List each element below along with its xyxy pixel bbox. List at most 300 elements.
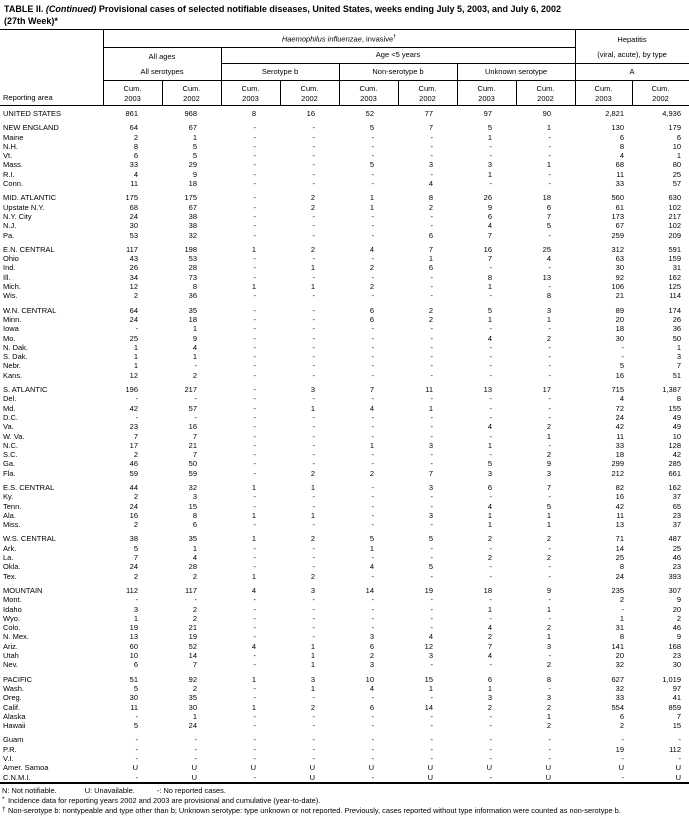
table-row: [0, 432, 689, 441]
value-cell: 14: [615, 543, 625, 553]
value-cell: 3: [676, 352, 682, 362]
value-cell: -: [371, 482, 374, 492]
value-cell: -: [253, 754, 256, 763]
value-cell: -: [135, 772, 138, 782]
value-cell: -: [489, 772, 492, 782]
value-cell: 7: [369, 385, 374, 395]
table-row: [0, 118, 689, 132]
value-cell: -: [371, 431, 374, 441]
reporting-area-cell: Utah: [3, 651, 19, 661]
reporting-area-header: Reporting area: [0, 30, 103, 106]
reporting-area-cell: Tenn.: [3, 501, 22, 511]
value-cell: 1: [310, 263, 315, 273]
value-cell: 31: [615, 623, 625, 633]
value-cell: 8: [546, 291, 552, 301]
value-cell: 1: [251, 282, 256, 292]
value-cell: -: [430, 169, 433, 179]
table-section: [0, 380, 689, 478]
value-cell: 42: [672, 450, 682, 460]
value-cell: 25: [542, 244, 552, 254]
value-cell: 307: [668, 585, 682, 595]
value-cell: 3: [310, 585, 315, 595]
value-cell: -: [253, 744, 256, 754]
value-cell: 19: [129, 623, 138, 633]
value-cell: -: [312, 230, 315, 240]
value-cell: 16: [306, 109, 315, 118]
value-cell: 4: [369, 244, 374, 254]
value-cell: -: [430, 342, 433, 352]
value-cell: -: [489, 179, 492, 189]
table-row: [0, 623, 689, 632]
value-cell: U: [250, 763, 256, 773]
value-cell: -: [253, 422, 256, 432]
value-cell: 2: [369, 651, 374, 661]
value-cell: -: [371, 394, 374, 404]
reporting-area-cell: Miss.: [3, 520, 21, 530]
value-cell: -: [312, 431, 315, 441]
value-cell: 32: [188, 230, 197, 240]
value-cell: -: [430, 711, 433, 721]
value-cell: -: [194, 394, 197, 404]
value-cell: -: [430, 352, 433, 362]
value-cell: -: [312, 613, 315, 623]
value-cell: 67: [188, 202, 197, 212]
value-cell: -: [253, 431, 256, 441]
value-cell: -: [621, 735, 625, 745]
value-cell: 2: [192, 604, 197, 614]
reporting-area-cell: W.N. CENTRAL: [3, 305, 57, 315]
value-cell: -: [430, 141, 433, 151]
value-cell: -: [430, 543, 433, 553]
value-cell: 28: [188, 263, 197, 273]
value-cell: 5: [133, 683, 138, 693]
value-cell: -: [312, 459, 315, 469]
value-cell: -: [371, 151, 374, 161]
value-cell: 173: [611, 211, 625, 221]
table-row: [0, 660, 689, 669]
table-section: [0, 670, 689, 731]
value-cell: -: [430, 132, 433, 142]
table-row: [0, 254, 689, 263]
value-cell: U: [427, 763, 433, 773]
value-cell: -: [430, 623, 433, 633]
table-row: [0, 352, 689, 361]
reporting-area-cell: Mo.: [3, 333, 16, 343]
value-cell: 46: [672, 553, 682, 563]
table-row: [0, 291, 689, 300]
value-cell: 235: [611, 585, 625, 595]
value-cell: -: [678, 754, 682, 763]
value-cell: 30: [672, 660, 682, 670]
table-row: [0, 203, 689, 212]
table-row: [0, 492, 689, 501]
value-cell: 63: [615, 254, 625, 264]
value-cell: -: [371, 169, 374, 179]
footnote-dagger: † Non-serotype b: nontypeable and type other than b; Unknown serotype: type unknown or not reported. Previously, cases reported without type information were counted as non-serotype b.: [2, 806, 621, 816]
value-cell: -: [489, 324, 492, 334]
value-cell: 23: [129, 422, 138, 432]
reporting-area-cell: S. ATLANTIC: [3, 385, 48, 395]
value-cell: 46: [129, 459, 138, 469]
value-cell: 7: [546, 482, 552, 492]
value-cell: 11: [616, 431, 625, 441]
value-cell: -: [253, 412, 256, 422]
value-cell: -: [312, 735, 315, 745]
table-row: [0, 394, 689, 403]
value-cell: -: [371, 221, 374, 231]
value-cell: 3: [310, 385, 315, 395]
value-cell: 8: [251, 109, 256, 118]
table-row: [0, 133, 689, 142]
value-cell: 155: [668, 403, 682, 413]
value-cell: -: [253, 595, 256, 605]
value-cell: 168: [668, 641, 682, 651]
title-line-1: TABLE II. (Continued) Provisional cases of selected notifiable diseases, United States, weeks ending July 5, 2003, and July 6, 2002: [4, 4, 562, 14]
value-cell: 42: [129, 403, 138, 413]
value-cell: -: [253, 562, 256, 572]
value-cell: 1: [310, 403, 315, 413]
value-cell: 4: [428, 179, 433, 189]
value-cell: 1: [251, 534, 256, 544]
value-cell: 1: [487, 683, 492, 693]
value-cell: 25: [129, 333, 138, 343]
value-cell: -: [430, 211, 433, 221]
table-row: [0, 763, 689, 772]
value-cell: 3: [546, 305, 552, 315]
table-row: [0, 572, 689, 581]
value-cell: -: [430, 744, 433, 754]
value-cell: 35: [188, 534, 197, 544]
value-cell: -: [430, 613, 433, 623]
value-cell: 630: [668, 193, 682, 203]
value-cell: 33: [129, 160, 138, 170]
value-cell: 30: [129, 221, 138, 231]
table-row: [0, 595, 689, 604]
value-cell: -: [253, 193, 256, 203]
value-cell: 8: [487, 272, 492, 282]
value-cell: -: [489, 492, 492, 502]
table-row: [0, 422, 689, 431]
value-cell: 13: [129, 632, 138, 642]
value-cell: -: [430, 221, 433, 231]
value-cell: -: [489, 571, 492, 581]
value-cell: 2: [546, 450, 552, 460]
value-cell: -: [312, 352, 315, 362]
value-cell: 20: [615, 651, 625, 661]
reporting-area-cell: PACIFIC: [3, 674, 33, 684]
value-cell: 1: [133, 352, 138, 362]
value-cell: -: [548, 132, 552, 142]
value-cell: 18: [542, 193, 552, 203]
value-cell: U: [309, 772, 315, 782]
value-cell: 43: [129, 254, 138, 264]
value-cell: -: [371, 721, 374, 731]
value-cell: 36: [672, 324, 682, 334]
value-cell: -: [548, 263, 552, 273]
value-cell: 10: [129, 651, 138, 661]
table-section: [0, 478, 689, 529]
value-cell: -: [312, 160, 315, 170]
reporting-area-cell: S. Dak.: [3, 352, 28, 362]
value-cell: 179: [668, 123, 682, 133]
value-cell: 11: [616, 510, 625, 520]
value-cell: -: [621, 754, 625, 763]
value-cell: -: [194, 595, 197, 605]
value-cell: 1: [428, 403, 433, 413]
value-cell: 13: [542, 272, 552, 282]
value-cell: -: [430, 291, 433, 301]
reporting-area-cell: Ind.: [3, 263, 16, 273]
value-cell: 312: [611, 244, 625, 254]
value-cell: 7: [192, 431, 197, 441]
table-section: [0, 118, 689, 188]
reporting-area-cell: C.N.M.I.: [3, 772, 31, 782]
value-cell: -: [312, 623, 315, 633]
value-cell: 1: [251, 571, 256, 581]
value-cell: 1: [310, 660, 315, 670]
value-cell: -: [371, 492, 374, 502]
value-cell: -: [135, 744, 138, 754]
value-cell: -: [371, 361, 374, 371]
cum-header-row: [0, 81, 689, 106]
value-cell: 1: [369, 193, 374, 203]
value-cell: 4: [133, 169, 138, 179]
value-cell: -: [489, 361, 492, 371]
value-cell: 2: [546, 702, 552, 712]
reporting-area-cell: Okla.: [3, 562, 21, 572]
table-row: [0, 670, 689, 684]
value-cell: -: [253, 394, 256, 404]
reporting-area-cell: N.J.: [3, 221, 17, 231]
value-cell: 29: [188, 160, 197, 170]
value-cell: 6: [487, 211, 492, 221]
all-ages-header: All ages All serotypes: [103, 48, 221, 81]
reporting-area-cell: E.N. CENTRAL: [3, 244, 55, 254]
value-cell: 1: [546, 510, 552, 520]
value-cell: 2: [487, 534, 492, 544]
value-cell: 2: [133, 450, 138, 460]
table-row: [0, 371, 689, 380]
reporting-area-cell: P.R.: [3, 744, 17, 754]
table-row: [0, 745, 689, 754]
value-cell: 46: [672, 623, 682, 633]
value-cell: 26: [483, 193, 492, 203]
value-cell: 4: [369, 562, 374, 572]
table-row: [0, 324, 689, 333]
table-row: [0, 614, 689, 623]
reporting-area-cell: N. Mex.: [3, 632, 29, 642]
reporting-area-cell: N.H.: [3, 141, 18, 151]
value-cell: 8: [133, 141, 138, 151]
value-cell: -: [489, 735, 492, 745]
value-cell: 8: [192, 510, 197, 520]
value-cell: -: [548, 403, 552, 413]
unknown-serotype-header: Unknown serotype: [457, 64, 575, 81]
reporting-area-cell: Pa.: [3, 230, 15, 240]
cum-header-col-10: Cum. 2002: [632, 81, 689, 106]
value-cell: -: [253, 632, 256, 642]
value-cell: U: [618, 763, 625, 773]
value-cell: 3: [546, 693, 552, 703]
table-row: [0, 343, 689, 352]
value-cell: -: [312, 632, 315, 642]
value-cell: 125: [668, 282, 682, 292]
value-cell: 1: [310, 482, 315, 492]
value-cell: -: [135, 754, 138, 763]
value-cell: 11: [616, 169, 625, 179]
value-cell: -: [548, 394, 552, 404]
value-cell: -: [253, 450, 256, 460]
value-cell: -: [253, 613, 256, 623]
legend-not-notifiable: N: Not notifiable.: [2, 785, 57, 795]
value-cell: -: [253, 305, 256, 315]
value-cell: -: [430, 721, 433, 731]
value-cell: 2: [310, 244, 315, 254]
value-cell: 24: [615, 571, 625, 581]
value-cell: -: [253, 169, 256, 179]
value-cell: -: [548, 492, 552, 502]
value-cell: 7: [546, 211, 552, 221]
value-cell: 14: [424, 702, 433, 712]
value-cell: -: [312, 132, 315, 142]
table-section: [0, 730, 689, 782]
value-cell: 24: [129, 314, 138, 324]
value-cell: -: [489, 660, 492, 670]
value-cell: -: [430, 501, 433, 511]
value-cell: -: [548, 440, 552, 450]
reporting-area-cell: N. Dak.: [3, 342, 29, 352]
value-cell: 38: [188, 211, 197, 221]
value-cell: 3: [369, 632, 374, 642]
value-cell: -: [312, 123, 315, 133]
value-cell: 4: [251, 585, 256, 595]
value-cell: 2: [310, 202, 315, 212]
value-cell: 5: [369, 123, 374, 133]
value-cell: -: [253, 151, 256, 161]
table-row: [0, 413, 689, 422]
value-cell: -: [548, 230, 552, 240]
value-cell: -: [253, 403, 256, 413]
value-cell: 259: [611, 230, 625, 240]
value-cell: -: [489, 151, 492, 161]
value-cell: 34: [129, 272, 138, 282]
value-cell: 21: [188, 440, 197, 450]
value-cell: -: [548, 141, 552, 151]
value-cell: 859: [668, 702, 682, 712]
table-row: [0, 721, 689, 730]
value-cell: 1: [546, 520, 552, 530]
value-cell: -: [312, 440, 315, 450]
table-row: [0, 188, 689, 202]
table-header: [0, 30, 689, 106]
value-cell: 2: [310, 571, 315, 581]
value-cell: 198: [184, 244, 197, 254]
value-cell: -: [253, 683, 256, 693]
value-cell: -: [253, 492, 256, 502]
value-cell: -: [371, 179, 374, 189]
value-cell: -: [253, 123, 256, 133]
table-row: [0, 441, 689, 450]
value-cell: -: [253, 772, 256, 782]
value-cell: 2: [428, 202, 433, 212]
value-cell: -: [371, 735, 374, 745]
value-cell: -: [489, 744, 492, 754]
value-cell: -: [621, 772, 625, 782]
title-continued: (Continued): [45, 4, 97, 14]
cum-header-col-2: Cum. 2002: [162, 81, 221, 106]
value-cell: 1: [487, 520, 492, 530]
value-cell: 6: [192, 520, 197, 530]
value-cell: -: [135, 324, 138, 334]
table-section: [0, 240, 689, 301]
value-cell: 64: [129, 305, 138, 315]
reporting-area-cell: S.C.: [3, 450, 18, 460]
value-cell: -: [312, 711, 315, 721]
value-cell: 25: [672, 169, 682, 179]
value-cell: 3: [428, 440, 433, 450]
reporting-area-cell: Alaska: [3, 711, 26, 721]
value-cell: -: [489, 595, 492, 605]
value-cell: 4: [192, 553, 197, 563]
value-cell: -: [371, 370, 374, 380]
value-cell: -: [548, 282, 552, 292]
table-section: [0, 581, 689, 670]
table-row: [0, 469, 689, 478]
legend-no-reported-cases: -: No reported cases.: [156, 785, 226, 795]
reporting-area-cell: W.S. CENTRAL: [3, 534, 56, 544]
value-cell: 2: [369, 468, 374, 478]
value-cell: 2: [133, 132, 138, 142]
value-cell: -: [430, 272, 433, 282]
value-cell: 1: [428, 254, 433, 264]
value-cell: 6: [676, 132, 682, 142]
value-cell: -: [312, 754, 315, 763]
value-cell: -: [621, 342, 625, 352]
value-cell: 23: [672, 651, 682, 661]
value-cell: -: [312, 450, 315, 460]
value-cell: -: [253, 141, 256, 151]
value-cell: 114: [669, 291, 682, 301]
table-title: [0, 0, 689, 29]
value-cell: 8: [619, 562, 625, 572]
value-cell: 16: [615, 370, 625, 380]
value-cell: 24: [615, 412, 625, 422]
value-cell: 3: [487, 693, 492, 703]
value-cell: 97: [483, 109, 492, 118]
value-cell: -: [548, 352, 552, 362]
table-row: [0, 642, 689, 651]
value-cell: 50: [188, 459, 197, 469]
value-cell: 49: [672, 412, 682, 422]
value-cell: 2: [487, 553, 492, 563]
table-row: [0, 478, 689, 492]
value-cell: -: [194, 412, 197, 422]
value-cell: 25: [615, 553, 625, 563]
value-cell: 82: [615, 482, 625, 492]
value-cell: -: [371, 211, 374, 221]
value-cell: 7: [676, 361, 682, 371]
value-cell: 1: [676, 342, 682, 352]
value-cell: -: [312, 221, 315, 231]
value-cell: 51: [129, 674, 138, 684]
value-cell: -: [312, 595, 315, 605]
value-cell: 37: [672, 520, 682, 530]
value-cell: -: [253, 342, 256, 352]
value-cell: -: [312, 422, 315, 432]
value-cell: 15: [188, 501, 197, 511]
value-cell: 37: [672, 492, 682, 502]
value-cell: 6: [619, 132, 625, 142]
